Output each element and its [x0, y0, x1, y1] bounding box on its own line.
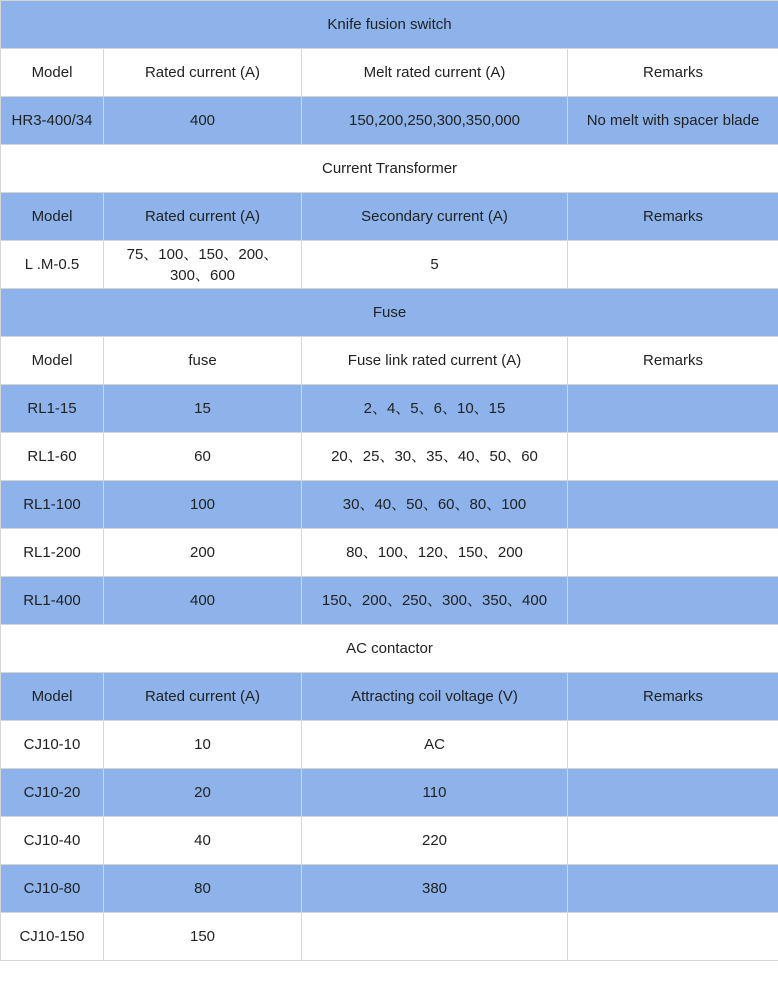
header-row — [1, 337, 778, 385]
table-row — [1, 529, 778, 577]
column-header: Melt rated current (A) — [302, 49, 568, 97]
fuse-cell: 15 — [104, 385, 302, 433]
section-title-row — [1, 1, 778, 49]
table-row — [1, 433, 778, 481]
remarks-cell: No melt with spacer blade — [568, 97, 778, 145]
section-title-row — [1, 145, 778, 193]
fuse-cell: 200 — [104, 529, 302, 577]
melt-current-cell: 150,200,250,300,350,000 — [302, 97, 568, 145]
coil-voltage-cell: AC — [302, 721, 568, 769]
remarks-cell — [568, 721, 778, 769]
column-header: Remarks — [568, 337, 778, 385]
header-row — [1, 49, 778, 97]
coil-voltage-cell: 110 — [302, 769, 568, 817]
table-row — [1, 241, 778, 289]
fuse-link-current-cell: 2、4、5、6、10、15 — [302, 385, 568, 433]
column-header: Rated current (A) — [104, 193, 302, 241]
coil-voltage-cell — [302, 913, 568, 961]
column-header: Rated current (A) — [104, 49, 302, 97]
rated-current-cell: 80 — [104, 865, 302, 913]
rated-current-cell: 40 — [104, 817, 302, 865]
model-cell: RL1-15 — [1, 385, 104, 433]
table-row — [1, 385, 778, 433]
remarks-cell — [568, 913, 778, 961]
column-header: Model — [1, 193, 104, 241]
fuse-cell: 60 — [104, 433, 302, 481]
model-cell: CJ10-10 — [1, 721, 104, 769]
remarks-cell — [568, 865, 778, 913]
model-cell: RL1-400 — [1, 577, 104, 625]
section-title-row — [1, 289, 778, 337]
model-cell: RL1-100 — [1, 481, 104, 529]
table-row — [1, 865, 778, 913]
column-header: fuse — [104, 337, 302, 385]
remarks-cell — [568, 817, 778, 865]
table-row — [1, 913, 778, 961]
model-cell: CJ10-20 — [1, 769, 104, 817]
table-row — [1, 481, 778, 529]
fuse-link-current-cell: 30、40、50、60、80、100 — [302, 481, 568, 529]
coil-voltage-cell: 220 — [302, 817, 568, 865]
section-title: Fuse — [1, 289, 778, 337]
fuse-cell: 400 — [104, 577, 302, 625]
header-row — [1, 193, 778, 241]
table-row — [1, 769, 778, 817]
column-header: Model — [1, 49, 104, 97]
rated-current-cell: 400 — [104, 97, 302, 145]
remarks-cell — [568, 433, 778, 481]
coil-voltage-cell: 380 — [302, 865, 568, 913]
section-title: Knife fusion switch — [1, 1, 778, 49]
remarks-cell — [568, 577, 778, 625]
column-header: Remarks — [568, 193, 778, 241]
column-header: Remarks — [568, 49, 778, 97]
table-row — [1, 577, 778, 625]
fuse-link-current-cell: 150、200、250、300、350、400 — [302, 577, 568, 625]
section-title: Current Transformer — [1, 145, 778, 193]
remarks-cell — [568, 529, 778, 577]
remarks-cell — [568, 481, 778, 529]
column-header: Model — [1, 337, 104, 385]
table-row — [1, 97, 778, 145]
column-header: Rated current (A) — [104, 673, 302, 721]
secondary-current-cell: 5 — [302, 241, 568, 289]
model-cell: CJ10-80 — [1, 865, 104, 913]
fuse-link-current-cell: 20、25、30、35、40、50、60 — [302, 433, 568, 481]
model-cell: RL1-60 — [1, 433, 104, 481]
fuse-link-current-cell: 80、100、120、150、200 — [302, 529, 568, 577]
model-cell: CJ10-40 — [1, 817, 104, 865]
section-title: AC contactor — [1, 625, 778, 673]
model-cell: CJ10-150 — [1, 913, 104, 961]
rated-current-cell: 150 — [104, 913, 302, 961]
rated-current-cell: 20 — [104, 769, 302, 817]
model-cell: RL1-200 — [1, 529, 104, 577]
remarks-cell — [568, 385, 778, 433]
table-row — [1, 817, 778, 865]
column-header: Fuse link rated current (A) — [302, 337, 568, 385]
table-row — [1, 721, 778, 769]
section-title-row — [1, 625, 778, 673]
rated-current-cell: 75、100、150、200、300、600 — [104, 241, 302, 289]
column-header: Remarks — [568, 673, 778, 721]
rated-current-cell: 10 — [104, 721, 302, 769]
header-row — [1, 673, 778, 721]
column-header: Secondary current (A) — [302, 193, 568, 241]
remarks-cell — [568, 241, 778, 289]
model-cell: L .M-0.5 — [1, 241, 104, 289]
model-cell: HR3-400/34 — [1, 97, 104, 145]
column-header: Model — [1, 673, 104, 721]
remarks-cell — [568, 769, 778, 817]
column-header: Attracting coil voltage (V) — [302, 673, 568, 721]
fuse-cell: 100 — [104, 481, 302, 529]
